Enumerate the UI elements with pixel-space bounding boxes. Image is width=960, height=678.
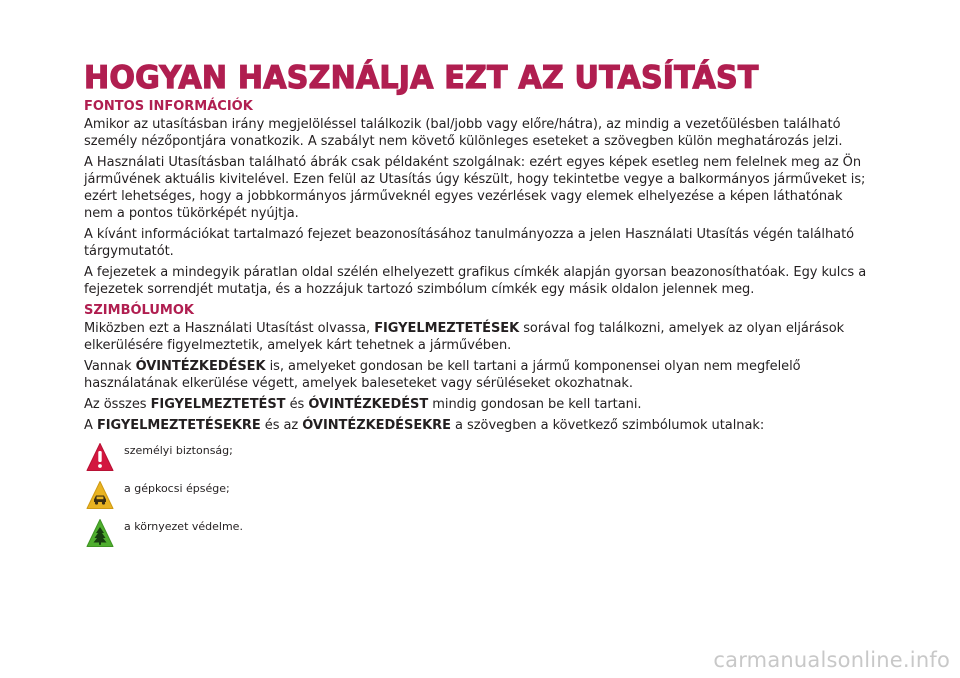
symbol-item [84, 518, 874, 556]
personal-safety-warning-icon [86, 442, 114, 472]
car-safety-warning-icon [86, 480, 114, 510]
section-heading-important-info: FONTOS INFORMÁCIÓK [84, 99, 253, 114]
paragraph: Miközben ezt a Használati Utasítást olvassa, FIGYELMEZTETÉSEK sorával fog találkozni, amelyek az olyan eljárások elkerülésére figyelmeztetik, amelyek kárt tehetnek a járművében. [84, 321, 845, 353]
paragraph: A fejezetek a mindegyik páratlan oldal szélén elhelyezett grafikus címkék alapján gyorsan beazonosíthatóak. Egy kulcs a fejezetek sorrendjét mutatja, és a hozzájuk tartozó szimbólum címkék egy másik oldalon jelennek meg. [84, 265, 867, 297]
paragraph: Az összes FIGYELMEZTETÉST és ÓVINTÉZKEDÉST mindig gondosan be kell tartani. [84, 397, 642, 412]
bold-term: FIGYELMEZTETÉST [150, 397, 286, 412]
paragraph: A Használati Utasításban található ábrák csak példaként szolgálnak: ezért egyes képek esetleg nem felelnek meg az Ön járművének aktuális kivitelével. Ezen felül az Utasítás úgy készült, hogy tekintetbe vegye a balkormányos járműveket is; ezért lehetséges, hogy a jobbkormányos járműveknél egyes vezérlések vagy elemek elhelyezése a képen láthatónak nem a pontos tükörképét nyújtja. [84, 155, 866, 221]
bold-term: FIGYELMEZTETÉSEKRE [96, 418, 261, 433]
symbol-item [84, 480, 874, 518]
page-title: HOGYAN HASZNÁLJA EZT AZ UTASÍTÁST [84, 60, 759, 96]
bold-term: ÓVINTÉZKEDÉSEKRE [302, 418, 451, 433]
symbol-item [84, 442, 874, 480]
paragraph: A FIGYELMEZTETÉSEKRE és az ÓVINTÉZKEDÉSEKRE a szövegben a következő szimbólumok utalnak: [84, 418, 765, 433]
paragraph: A kívánt információkat tartalmazó fejezet beazonosításához tanulmányozza a jelen Használati Utasítás végén található tárgymutatót. [84, 227, 855, 259]
paragraph: Vannak ÓVINTÉZKEDÉSEK is, amelyeket gondosan be kell tartani a jármű komponensei olyan nem megfelelő használatának elkerülése végett, amelyek baleseteket vagy sérüléseket okozhatnak. [84, 359, 801, 391]
bold-term: ÓVINTÉZKEDÉST [308, 397, 429, 412]
bold-term: ÓVINTÉZKEDÉSEK [135, 359, 266, 374]
paragraph: Amikor az utasításban irány megjelöléssel találkozik (bal/jobb vagy előre/hátra), az mindig a vezetőülésben található személy nézőpontjára vonatkozik. A szabályt nem követő különleges eseteket a szövegben külön meghatározás jelzi. [84, 117, 843, 149]
symbol-label: személyi biztonság; [124, 444, 233, 457]
symbol-label: a környezet védelme. [124, 520, 243, 533]
environment-tree-warning-icon [86, 518, 114, 548]
watermark: carmanualsonline.info [713, 648, 950, 672]
symbol-label: a gépkocsi épsége; [124, 482, 230, 495]
symbol-list [84, 442, 874, 556]
bold-term: FIGYELMEZTETÉSEK [374, 321, 520, 336]
section-heading-symbols: SZIMBÓLUMOK [84, 303, 194, 318]
manual-page [84, 60, 874, 556]
